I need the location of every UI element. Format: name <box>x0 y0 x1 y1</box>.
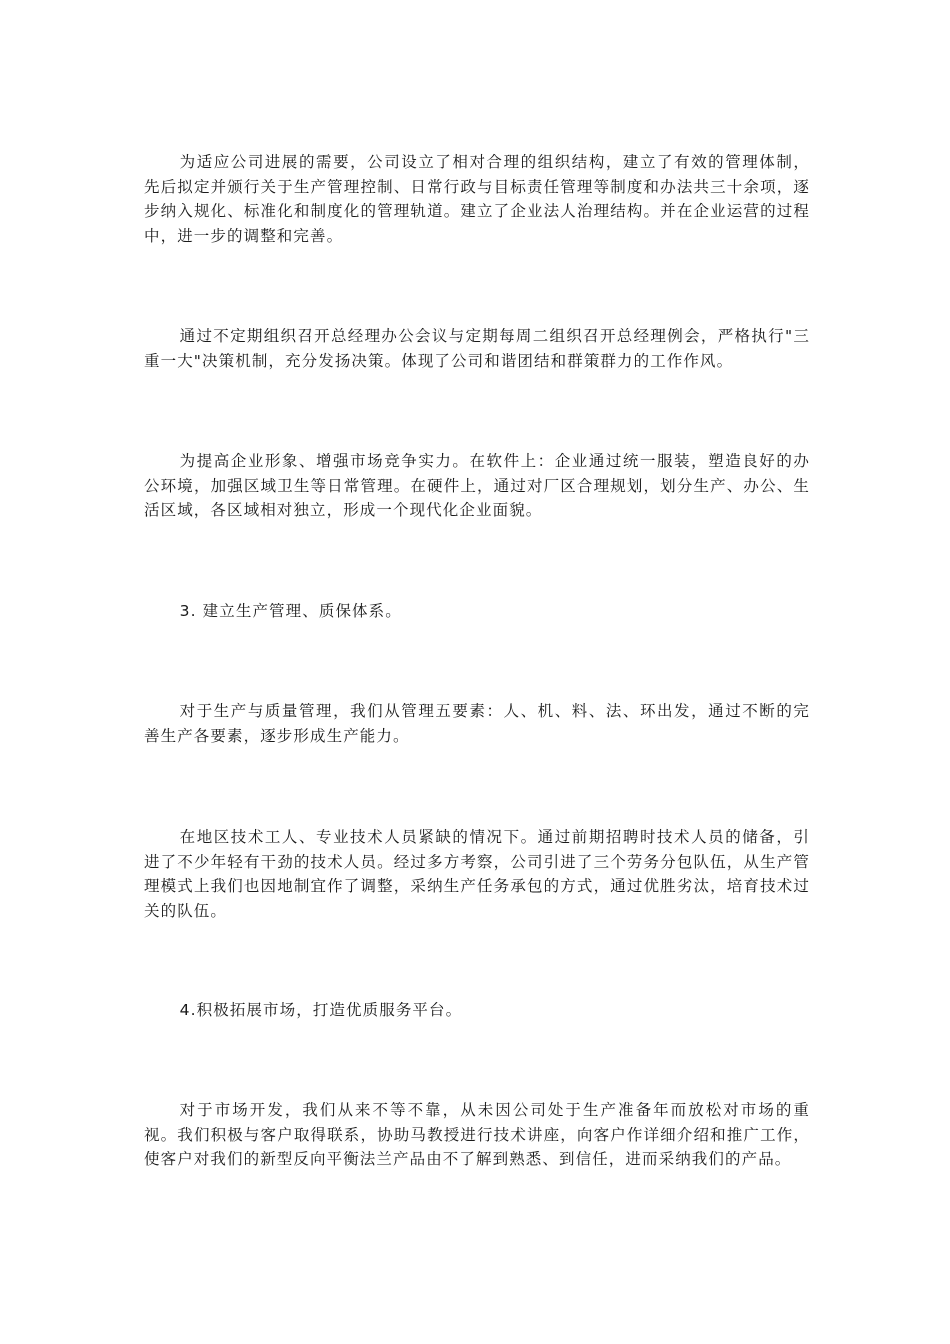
section-heading-market-expansion: 4.积极拓展市场，打造优质服务平台。 <box>179 1001 463 1019</box>
paragraph-organization: 为适应公司进展的需要，公司设立了相对合理的组织结构，建立了有效的管理体制，先后拟定并颁行关于生产管理控制、日常行政与目标责任管理等制度和办法共三十余项，逐步纳入规化、标准化和制度化的管理轨道。建立了企业法人治理结构。并在企业运营的过程中，进一步的调整和完善。 <box>144 153 810 245</box>
paragraph-corporate-image: 为提高企业形象、增强市场竞争实力。在软件上：企业通过统一服装，塑造良好的办公环境，加强区域卫生等日常管理。在硬件上，通过对厂区合理规划，划分生产、办公、生活区域，各区域相对独立，形成一个现代化企业面貌。 <box>144 452 810 519</box>
section-heading-production-quality: 3. 建立生产管理、质保体系。 <box>179 602 402 620</box>
paragraph-market-development: 对于市场开发，我们从来不等不靠，从未因公司处于生产准备年而放松对市场的重视。我们积极与客户取得联系，协助马教授进行技术讲座，向客户作详细介绍和推广工作，使客户对我们的新型反向平衡法兰产品由不了解到熟悉、到信任，进而采纳我们的产品。 <box>144 1101 810 1168</box>
paragraph-technical-staff: 在地区技术工人、专业技术人员紧缺的情况下。通过前期招聘时技术人员的储备，引进了不少年轻有干劲的技术人员。经过多方考察，公司引进了三个劳务分包队伍，从生产管理模式上我们也因地制宜作了调整，采纳生产任务承包的方式，通过优胜劣汰，培育技术过关的队伍。 <box>144 828 810 920</box>
paragraph-five-elements: 对于生产与质量管理，我们从管理五要素：人、机、料、法、环出发，通过不断的完善生产各要素，逐步形成生产能力。 <box>144 702 810 745</box>
paragraph-decision-mechanism: 通过不定期组织召开总经理办公会议与定期每周二组织召开总经理例会，严格执行"三重一大"决策机制，充分发扬决策。体现了公司和谐团结和群策群力的工作作风。 <box>144 327 810 370</box>
